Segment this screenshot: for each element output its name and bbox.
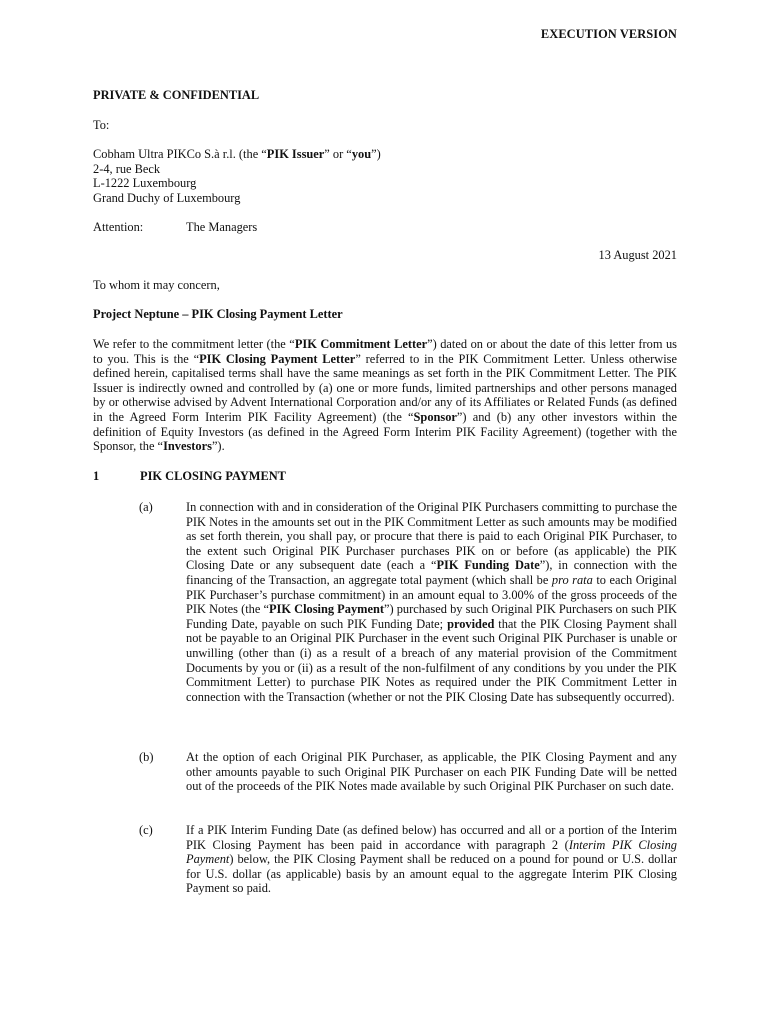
letter-date: 13 August 2021 <box>598 248 677 262</box>
paragraph-text: If a PIK Interim Funding Date (as defined below) has occurred and all or a portion of the Interim PIK Closing Payment has been paid in accordance with paragraph 2 ( <box>186 823 677 852</box>
addressee-name-prefix: Cobham Ultra PIKCo S.à r.l. (the “ <box>93 147 267 161</box>
paragraph-label-c: (c) <box>139 823 153 837</box>
defined-term-investors: Investors <box>163 439 212 454</box>
bold-provided: provided <box>447 616 495 631</box>
paragraph-text: ”), in connection with the financing of the Transaction, an aggregate total payment (which shall be <box>186 558 677 587</box>
italic-cross-reference: Interim PIK Closing Payment <box>186 837 677 867</box>
paragraph-label-b: (b) <box>139 750 154 764</box>
paragraph-c <box>186 823 677 896</box>
paragraph-text: ”) purchased by such Original PIK Purchasers on such PIK Funding Date, payable on such PIK Funding Date; <box>186 602 677 631</box>
section-title: PIK CLOSING PAYMENT <box>140 469 286 483</box>
defined-term-pik-funding-date: PIK Funding Date <box>436 558 540 573</box>
defined-term-pik-closing-payment: PIK Closing Payment <box>268 602 384 617</box>
defined-term-you: you <box>351 147 372 161</box>
defined-term-pik-commitment-letter: PIK Commitment Letter <box>294 337 428 351</box>
attention-label: Attention: <box>93 220 144 234</box>
section-number: 1 <box>93 469 100 483</box>
defined-term-pik-closing-payment-letter: PIK Closing Payment Letter <box>199 351 356 366</box>
intro-text: ” referred to in the PIK Commitment Letter. Unless otherwise defined herein, capitalised terms shall have the same meanings as set forth in the PIK Commitment Letter. The PIK Issuer is indirectly owned and controlled by (a) one or more funds, limited partnerships and other persons managed by or otherwise advised by Advent International Corporation and/or any of its Affiliates or Related Funds (as defined in the Agreed Form Interim PIK Facility Agreement) (the “ <box>93 351 677 424</box>
defined-term-sponsor: Sponsor <box>413 409 457 424</box>
paragraph-a <box>186 500 677 704</box>
paragraph-text: to each Original PIK Purchaser’s purchase commitment) in an amount equal to 3.00% of the gross proceeds of the PIK Notes (the “ <box>186 572 677 617</box>
paragraph-label-a: (a) <box>139 500 153 514</box>
address-country: Grand Duchy of Luxembourg <box>93 190 241 205</box>
paragraph-b: At the option of each Original PIK Purchaser, as applicable, the PIK Closing Payment and any other amounts payable to such Original PIK Purchaser on each PIK Funding Date will be netted out of the proceeds of the PIK Notes made available by such Original PIK Purchaser on such date. <box>186 750 677 794</box>
salutation: To whom it may concern, <box>93 278 220 292</box>
attention-line <box>93 220 677 235</box>
to-label: To: <box>93 118 110 132</box>
execution-version-header: EXECUTION VERSION <box>540 27 677 41</box>
italic-pro-rata: pro rata <box>551 572 593 587</box>
subject-line: Project Neptune – PIK Closing Payment Letter <box>93 307 343 321</box>
intro-text: ”). <box>211 439 225 454</box>
defined-term-pik-issuer: PIK Issuer <box>266 147 325 161</box>
intro-paragraph <box>93 337 677 454</box>
intro-text: We refer to the commitment letter (the “ <box>93 337 295 351</box>
address-city: L-1222 Luxembourg <box>93 176 197 191</box>
paragraph-text: In connection with and in consideration of the Original PIK Purchasers committing to purchase the PIK Notes in the amounts set out in the PIK Commitment Letter as such amounts may be modified as set forth therein, you shall pay, or procure that there is paid to each Original PIK Purchaser, to the extent such Original PIK Purchaser purchases PIK on or before (as applicable) the PIK Closing Date or any subsequent date (each a “ <box>186 500 677 573</box>
paragraph-text: that the PIK Closing Payment shall not be payable to an Original PIK Purchaser in the event such Original PIK Purchaser is unable or unwilling (other than (i) as a result of a breach of any material provision of the Commitment Documents by you or (ii) as a result of the non-fulfilment of any conditions by you under the PIK Commitment Letter) to purchase PIK Notes as required under the PIK Commitment Letter in connection with the Transaction (whether or not the PIK Closing Date has subsequently occurred). <box>186 616 677 704</box>
intro-text: ”) dated on or about the date of this letter from us to you. This is the “ <box>93 337 678 366</box>
addressee-block <box>93 147 677 205</box>
addressee-name-line <box>93 147 677 162</box>
addressee-name-mid: ” or “ <box>324 147 352 161</box>
attention-value: The Managers <box>186 220 258 234</box>
address-street: 2-4, rue Beck <box>93 161 161 176</box>
confidential-heading: PRIVATE & CONFIDENTIAL <box>93 88 260 102</box>
intro-text: ”) and (b) any other investors within the definition of Equity Investors (as defined in the Agreed Form Interim PIK Facility Agreement) (together with the Sponsor, the “ <box>93 409 678 454</box>
paragraph-text: ) below, the PIK Closing Payment shall be reduced on a pound for pound or U.S. dollar for U.S. dollar (as applicable) basis by an amount equal to the aggregate Interim PIK Closing Payment so paid. <box>186 852 677 896</box>
addressee-name-suffix: ”) <box>371 147 381 161</box>
